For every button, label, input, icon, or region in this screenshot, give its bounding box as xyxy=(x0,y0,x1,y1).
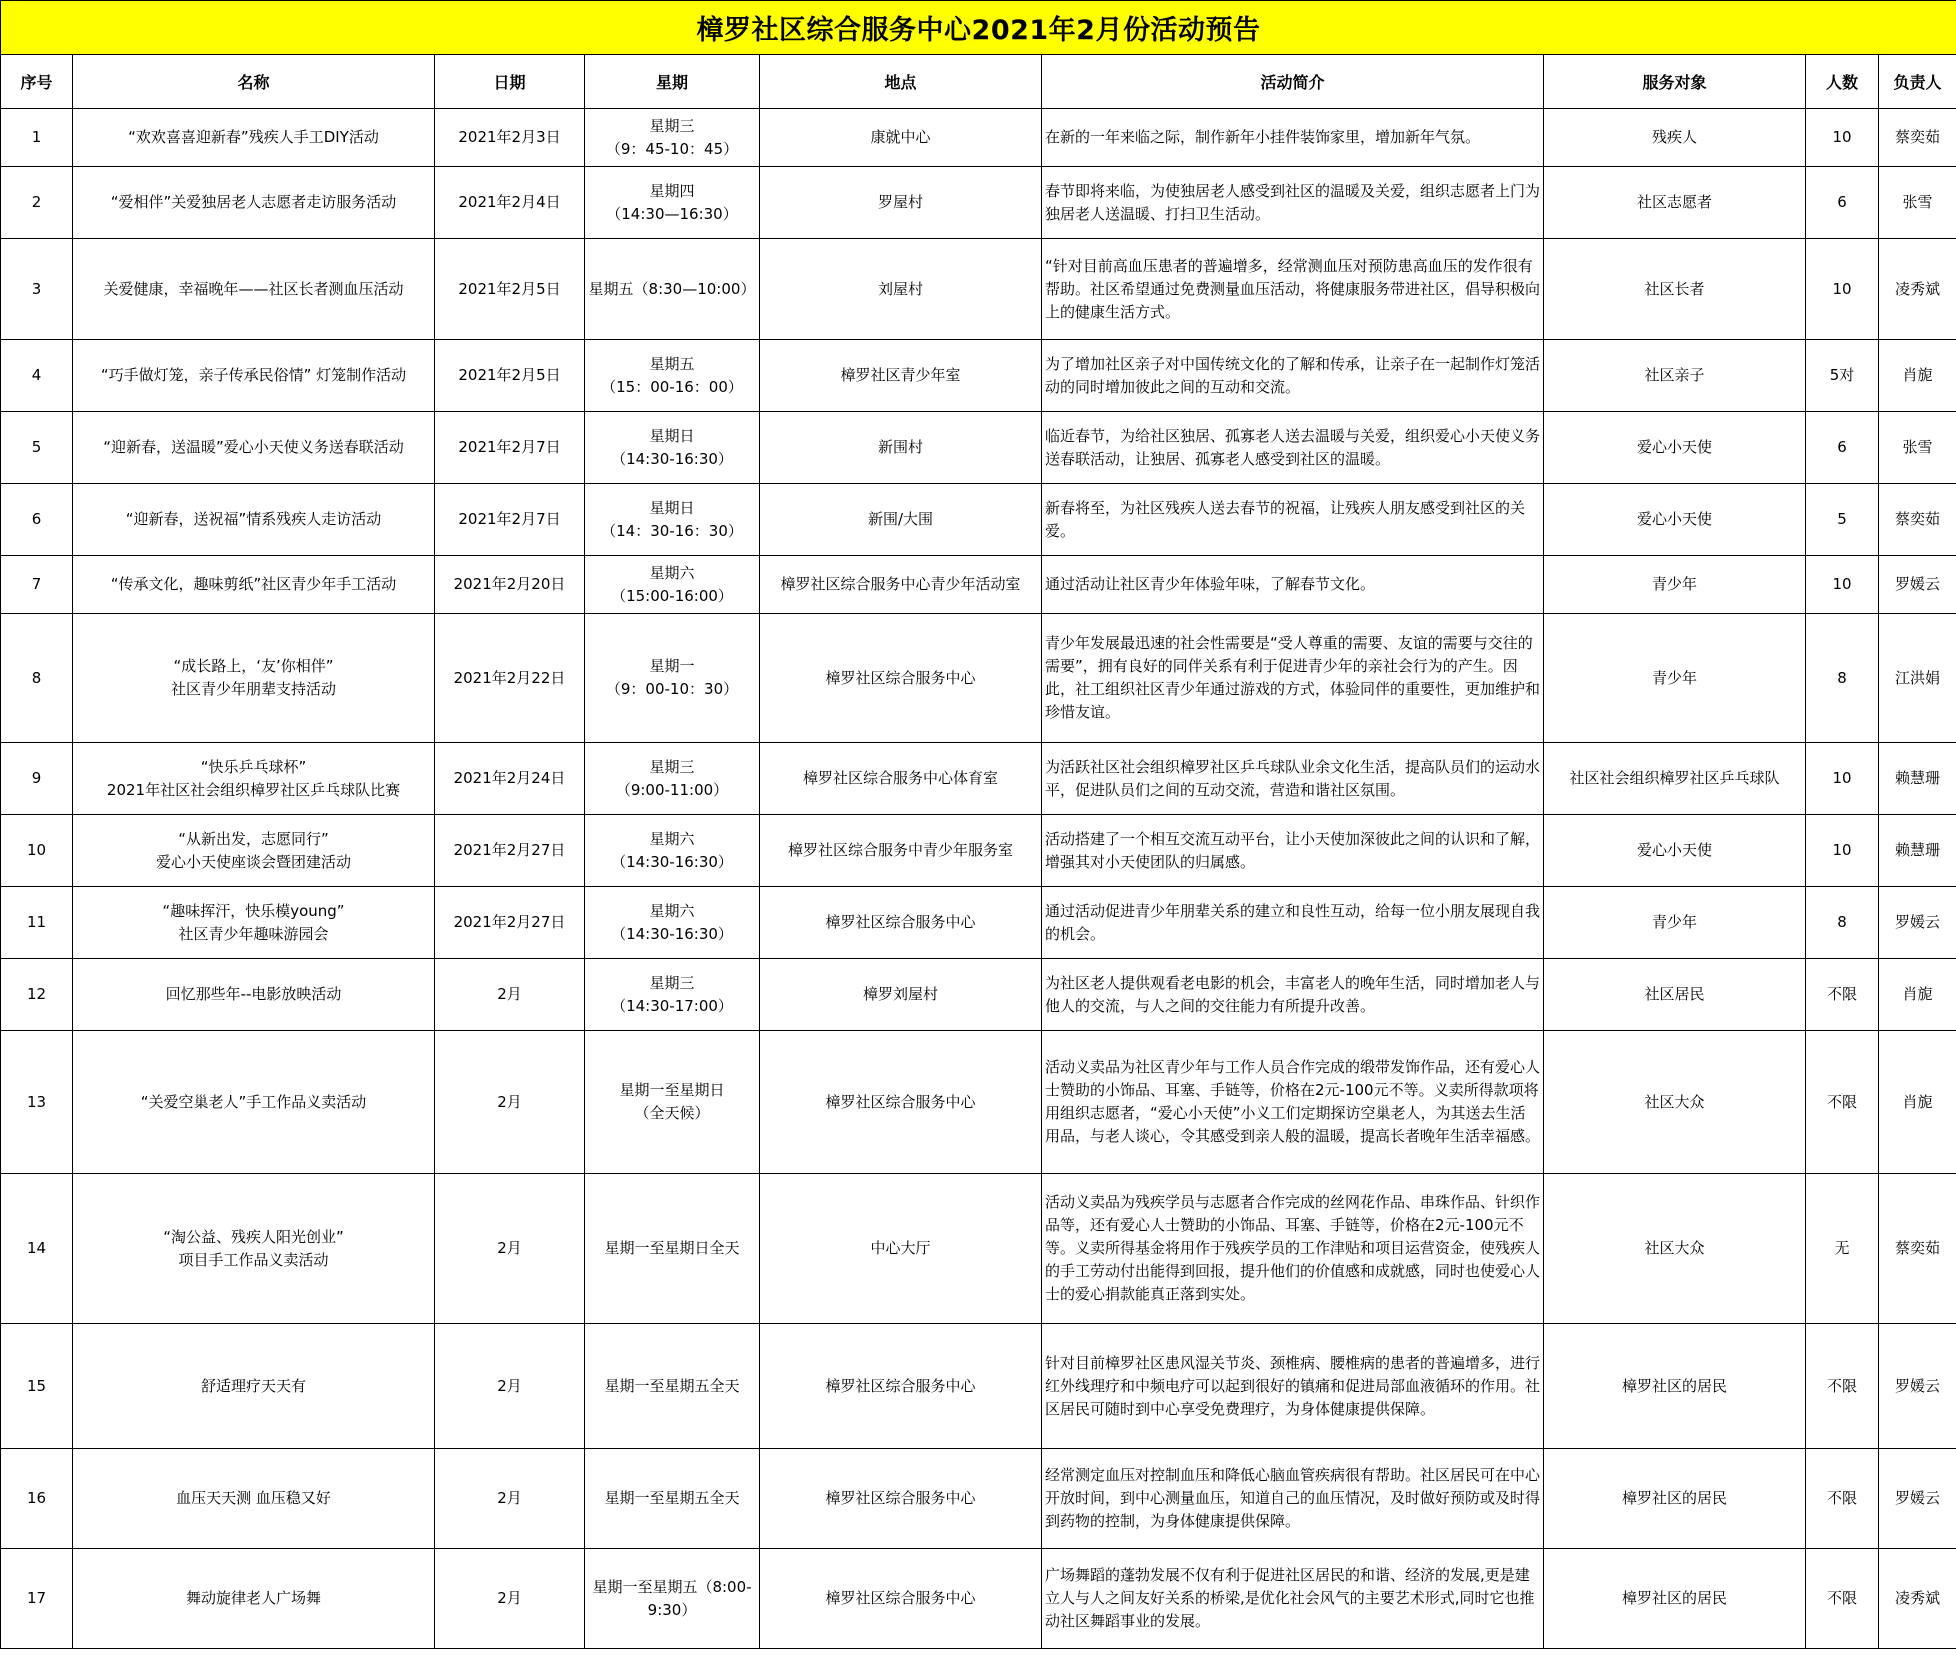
cell-place: 樟罗社区综合服务中心体育室 xyxy=(760,743,1042,815)
cell-count: 5 xyxy=(1806,484,1879,556)
cell-place: 新围村 xyxy=(760,412,1042,484)
cell-description: 新春将至，为社区残疾人送去春节的祝福，让残疾人朋友感受到社区的关爱。 xyxy=(1042,484,1544,556)
cell-count: 10 xyxy=(1806,815,1879,887)
header-weekday: 星期 xyxy=(585,55,760,109)
cell-description: 青少年发展最迅速的社会性需要是“受人尊重的需要、友谊的需要与交往的需要”，拥有良好的同伴关系有利于促进青少年的亲社会行为的产生。因此，社工组织社区青少年通过游戏的方式，体验同伴的重要性，更加维护和珍惜友谊。 xyxy=(1042,614,1544,743)
cell-place: 樟罗社区综合服务中心 xyxy=(760,1549,1042,1649)
cell-date: 2月 xyxy=(435,1174,585,1324)
cell-count: 10 xyxy=(1806,556,1879,614)
cell-target: 青少年 xyxy=(1544,887,1806,959)
cell-place: 樟罗社区综合服务中心 xyxy=(760,1449,1042,1549)
cell-no: 10 xyxy=(1,815,73,887)
cell-no: 7 xyxy=(1,556,73,614)
cell-no: 4 xyxy=(1,340,73,412)
cell-no: 6 xyxy=(1,484,73,556)
cell-weekday: 星期一至星期五全天 xyxy=(585,1449,760,1549)
cell-description: 经常测定血压对控制血压和降低心脑血管疾病很有帮助。社区居民可在中心开放时间，到中心测量血压，知道自己的血压情况，及时做好预防或及时得到药物的控制，为身体健康提供保障。 xyxy=(1042,1449,1544,1549)
cell-name: “巧手做灯笼，亲子传承民俗情” 灯笼制作活动 xyxy=(73,340,435,412)
cell-date: 2021年2月20日 xyxy=(435,556,585,614)
table-row xyxy=(1,239,1956,340)
cell-description: 通过活动让社区青少年体验年味，了解春节文化。 xyxy=(1042,556,1544,614)
cell-count: 不限 xyxy=(1806,1449,1879,1549)
cell-weekday: 星期五 （15：00-16：00） xyxy=(585,340,760,412)
cell-count: 5对 xyxy=(1806,340,1879,412)
header-target: 服务对象 xyxy=(1544,55,1806,109)
cell-count: 不限 xyxy=(1806,1324,1879,1449)
cell-no: 3 xyxy=(1,239,73,340)
cell-owner: 罗媛云 xyxy=(1879,1449,1956,1549)
cell-weekday: 星期六 （15:00-16:00） xyxy=(585,556,760,614)
table-row xyxy=(1,1449,1956,1549)
cell-weekday: 星期日 （14:30-16:30） xyxy=(585,412,760,484)
table-row xyxy=(1,815,1956,887)
cell-weekday: 星期六 （14:30-16:30） xyxy=(585,815,760,887)
cell-description: 活动义卖品为残疾学员与志愿者合作完成的丝网花作品、串珠作品、针织作品等，还有爱心人士赞助的小饰品、耳塞、手链等，价格在2元-100元不等。义卖所得基金将用作于残疾学员的工作津贴和项目运营资金，使残疾人的手工劳动付出能得到回报，提升他们的价值感和成就感，同时也使爱心人士的爱心捐款能真正落到实处。 xyxy=(1042,1174,1544,1324)
cell-description: 活动搭建了一个相互交流互动平台，让小天使加深彼此之间的认识和了解，增强其对小天使团队的归属感。 xyxy=(1042,815,1544,887)
cell-count: 8 xyxy=(1806,887,1879,959)
cell-date: 2021年2月5日 xyxy=(435,340,585,412)
cell-weekday: 星期三 （14:30-17:00） xyxy=(585,959,760,1031)
cell-count: 不限 xyxy=(1806,959,1879,1031)
cell-no: 16 xyxy=(1,1449,73,1549)
cell-name: 回忆那些年--电影放映活动 xyxy=(73,959,435,1031)
cell-weekday: 星期六 （14:30-16:30） xyxy=(585,887,760,959)
cell-description: 为社区老人提供观看老电影的机会，丰富老人的晚年生活，同时增加老人与他人的交流，与人之间的交往能力有所提升改善。 xyxy=(1042,959,1544,1031)
cell-no: 14 xyxy=(1,1174,73,1324)
cell-place: 樟罗社区综合服务中心 xyxy=(760,614,1042,743)
cell-date: 2月 xyxy=(435,959,585,1031)
table-row xyxy=(1,412,1956,484)
cell-target: 青少年 xyxy=(1544,614,1806,743)
cell-owner: 肖旎 xyxy=(1879,1031,1956,1174)
cell-owner: 张雪 xyxy=(1879,167,1956,239)
table-row xyxy=(1,1549,1956,1649)
cell-target: 社区大众 xyxy=(1544,1031,1806,1174)
cell-description: 为了增加社区亲子对中国传统文化的了解和传承，让亲子在一起制作灯笼活动的同时增加彼此之间的互动和交流。 xyxy=(1042,340,1544,412)
cell-no: 13 xyxy=(1,1031,73,1174)
cell-weekday: 星期一至星期五（8:00-9:30） xyxy=(585,1549,760,1649)
cell-owner: 罗媛云 xyxy=(1879,887,1956,959)
cell-target: 社区长者 xyxy=(1544,239,1806,340)
cell-target: 青少年 xyxy=(1544,556,1806,614)
cell-weekday: 星期一 （9：00-10：30） xyxy=(585,614,760,743)
cell-no: 1 xyxy=(1,109,73,167)
cell-place: 新围/大围 xyxy=(760,484,1042,556)
cell-name: “趣味挥汗，快乐模young” 社区青少年趣味游园会 xyxy=(73,887,435,959)
table-row xyxy=(1,1324,1956,1449)
table-row xyxy=(1,959,1956,1031)
cell-place: 刘屋村 xyxy=(760,239,1042,340)
cell-owner: 凌秀斌 xyxy=(1879,239,1956,340)
cell-name: 血压天天测 血压稳又好 xyxy=(73,1449,435,1549)
cell-date: 2月 xyxy=(435,1449,585,1549)
cell-place: 樟罗社区综合服务中心青少年活动室 xyxy=(760,556,1042,614)
cell-target: 社区社会组织樟罗社区乒乓球队 xyxy=(1544,743,1806,815)
cell-name: “快乐乒乓球杯” 2021年社区社会组织樟罗社区乒乓球队比赛 xyxy=(73,743,435,815)
cell-target: 社区亲子 xyxy=(1544,340,1806,412)
table-row xyxy=(1,743,1956,815)
table-row xyxy=(1,109,1956,167)
cell-count: 10 xyxy=(1806,239,1879,340)
cell-count: 不限 xyxy=(1806,1031,1879,1174)
cell-date: 2021年2月24日 xyxy=(435,743,585,815)
title-row xyxy=(1,1,1956,55)
header-no: 序号 xyxy=(1,55,73,109)
cell-description: “针对目前高血压患者的普遍增多，经常测血压对预防患高血压的发作很有帮助。社区希望通过免费测量血压活动，将健康服务带进社区，倡导积极向上的健康生活方式。 xyxy=(1042,239,1544,340)
cell-owner: 蔡奕茹 xyxy=(1879,1174,1956,1324)
cell-no: 5 xyxy=(1,412,73,484)
cell-target: 社区志愿者 xyxy=(1544,167,1806,239)
table-row xyxy=(1,340,1956,412)
cell-name: “欢欢喜喜迎新春”残疾人手工DIY活动 xyxy=(73,109,435,167)
cell-no: 12 xyxy=(1,959,73,1031)
cell-count: 8 xyxy=(1806,614,1879,743)
cell-date: 2021年2月27日 xyxy=(435,815,585,887)
header-place: 地点 xyxy=(760,55,1042,109)
cell-count: 6 xyxy=(1806,167,1879,239)
cell-name: “成长路上，‘友’你相伴” 社区青少年朋辈支持活动 xyxy=(73,614,435,743)
header-count: 人数 xyxy=(1806,55,1879,109)
cell-owner: 张雪 xyxy=(1879,412,1956,484)
cell-no: 2 xyxy=(1,167,73,239)
cell-count: 6 xyxy=(1806,412,1879,484)
cell-name: 关爱健康，幸福晚年——社区长者测血压活动 xyxy=(73,239,435,340)
cell-target: 社区大众 xyxy=(1544,1174,1806,1324)
header-date: 日期 xyxy=(435,55,585,109)
cell-date: 2月 xyxy=(435,1324,585,1449)
cell-owner: 罗媛云 xyxy=(1879,1324,1956,1449)
cell-place: 樟罗社区青少年室 xyxy=(760,340,1042,412)
cell-description: 广场舞蹈的蓬勃发展不仅有利于促进社区居民的和谐、经济的发展,更是建立人与人之间友好关系的桥梁,是优化社会风气的主要艺术形式,同时它也推动社区舞蹈事业的发展。 xyxy=(1042,1549,1544,1649)
cell-owner: 肖旎 xyxy=(1879,340,1956,412)
cell-date: 2021年2月22日 xyxy=(435,614,585,743)
cell-name: “从新出发，志愿同行” 爱心小天使座谈会暨团建活动 xyxy=(73,815,435,887)
cell-description: 通过活动促进青少年朋辈关系的建立和良性互动，给每一位小朋友展现自我的机会。 xyxy=(1042,887,1544,959)
cell-owner: 凌秀斌 xyxy=(1879,1549,1956,1649)
cell-place: 樟罗社区综合服务中心 xyxy=(760,1324,1042,1449)
cell-name: “迎新春，送温暖”爱心小天使义务送春联活动 xyxy=(73,412,435,484)
header-description: 活动简介 xyxy=(1042,55,1544,109)
cell-weekday: 星期五（8:30—10:00） xyxy=(585,239,760,340)
header-row xyxy=(1,55,1956,109)
cell-owner: 蔡奕茹 xyxy=(1879,109,1956,167)
cell-no: 11 xyxy=(1,887,73,959)
table-row xyxy=(1,614,1956,743)
table-row xyxy=(1,484,1956,556)
cell-no: 8 xyxy=(1,614,73,743)
cell-date: 2021年2月7日 xyxy=(435,412,585,484)
cell-place: 樟罗社区综合服务中心 xyxy=(760,1031,1042,1174)
cell-weekday: 星期一至星期日全天 xyxy=(585,1174,760,1324)
cell-weekday: 星期三 （9：45-10：45） xyxy=(585,109,760,167)
cell-no: 15 xyxy=(1,1324,73,1449)
cell-target: 残疾人 xyxy=(1544,109,1806,167)
cell-no: 17 xyxy=(1,1549,73,1649)
cell-count: 10 xyxy=(1806,743,1879,815)
cell-owner: 蔡奕茹 xyxy=(1879,484,1956,556)
cell-description: 活动义卖品为社区青少年与工作人员合作完成的缎带发饰作品，还有爱心人士赞助的小饰品、耳塞、手链等，价格在2元-100元不等。义卖所得款项将用组织志愿者，“爱心小天使”小义工们定期探访空巢老人，为其送去生活用品，与老人谈心，令其感受到亲人般的温暖，提高长者晚年生活幸福感。 xyxy=(1042,1031,1544,1174)
cell-date: 2021年2月4日 xyxy=(435,167,585,239)
cell-date: 2月 xyxy=(435,1031,585,1174)
cell-name: “传承文化，趣味剪纸”社区青少年手工活动 xyxy=(73,556,435,614)
cell-place: 樟罗社区综合服务中心 xyxy=(760,887,1042,959)
cell-date: 2月 xyxy=(435,1549,585,1649)
table-row xyxy=(1,167,1956,239)
cell-owner: 江洪娟 xyxy=(1879,614,1956,743)
cell-owner: 肖旎 xyxy=(1879,959,1956,1031)
cell-weekday: 星期一至星期日 （全天候） xyxy=(585,1031,760,1174)
cell-name: 舒适理疗天天有 xyxy=(73,1324,435,1449)
cell-weekday: 星期一至星期五全天 xyxy=(585,1324,760,1449)
cell-owner: 赖慧珊 xyxy=(1879,743,1956,815)
cell-description: 在新的一年来临之际，制作新年小挂件装饰家里，增加新年气氛。 xyxy=(1042,109,1544,167)
cell-place: 康就中心 xyxy=(760,109,1042,167)
table-row xyxy=(1,1031,1956,1174)
cell-target: 社区居民 xyxy=(1544,959,1806,1031)
cell-count: 不限 xyxy=(1806,1549,1879,1649)
cell-target: 樟罗社区的居民 xyxy=(1544,1324,1806,1449)
cell-owner: 罗媛云 xyxy=(1879,556,1956,614)
cell-description: 春节即将来临，为使独居老人感受到社区的温暖及关爱，组织志愿者上门为独居老人送温暖、打扫卫生活动。 xyxy=(1042,167,1544,239)
table-row xyxy=(1,556,1956,614)
cell-target: 樟罗社区的居民 xyxy=(1544,1549,1806,1649)
cell-target: 爱心小天使 xyxy=(1544,484,1806,556)
cell-target: 爱心小天使 xyxy=(1544,412,1806,484)
cell-date: 2021年2月5日 xyxy=(435,239,585,340)
cell-name: “迎新春，送祝福”情系残疾人走访活动 xyxy=(73,484,435,556)
table-row xyxy=(1,1174,1956,1324)
table-row xyxy=(1,887,1956,959)
cell-description: 临近春节，为给社区独居、孤寡老人送去温暖与关爱，组织爱心小天使义务送春联活动，让独居、孤寡老人感受到社区的温暖。 xyxy=(1042,412,1544,484)
cell-name: “关爱空巢老人”手工作品义卖活动 xyxy=(73,1031,435,1174)
sheet-title: 樟罗社区综合服务中心2021年2月份活动预告 xyxy=(1,1,1956,55)
cell-place: 罗屋村 xyxy=(760,167,1042,239)
cell-no: 9 xyxy=(1,743,73,815)
cell-description: 为活跃社区社会组织樟罗社区乒乓球队业余文化生活，提高队员们的运动水平，促进队员们之间的互动交流，营造和谐社区氛围。 xyxy=(1042,743,1544,815)
cell-place: 樟罗刘屋村 xyxy=(760,959,1042,1031)
cell-date: 2021年2月3日 xyxy=(435,109,585,167)
cell-target: 樟罗社区的居民 xyxy=(1544,1449,1806,1549)
cell-weekday: 星期四 （14:30—16:30） xyxy=(585,167,760,239)
cell-weekday: 星期三 （9:00-11:00） xyxy=(585,743,760,815)
cell-date: 2021年2月7日 xyxy=(435,484,585,556)
cell-count: 无 xyxy=(1806,1174,1879,1324)
cell-name: 舞动旋律老人广场舞 xyxy=(73,1549,435,1649)
header-owner: 负责人 xyxy=(1879,55,1956,109)
cell-place: 中心大厅 xyxy=(760,1174,1042,1324)
cell-name: “淘公益、残疾人阳光创业” 项目手工作品义卖活动 xyxy=(73,1174,435,1324)
cell-place: 樟罗社区综合服务中青少年服务室 xyxy=(760,815,1042,887)
cell-weekday: 星期日 （14：30-16：30） xyxy=(585,484,760,556)
cell-date: 2021年2月27日 xyxy=(435,887,585,959)
cell-name: “爱相伴”关爱独居老人志愿者走访服务活动 xyxy=(73,167,435,239)
header-name: 名称 xyxy=(73,55,435,109)
table-body xyxy=(1,109,1956,1649)
cell-count: 10 xyxy=(1806,109,1879,167)
cell-owner: 赖慧珊 xyxy=(1879,815,1956,887)
cell-target: 爱心小天使 xyxy=(1544,815,1806,887)
cell-description: 针对目前樟罗社区患风湿关节炎、颈椎病、腰椎病的患者的普遍增多，进行红外线理疗和中频电疗可以起到很好的镇痛和促进局部血液循环的作用。社区居民可随时到中心享受免费理疗，为身体健康提供保障。 xyxy=(1042,1324,1544,1449)
